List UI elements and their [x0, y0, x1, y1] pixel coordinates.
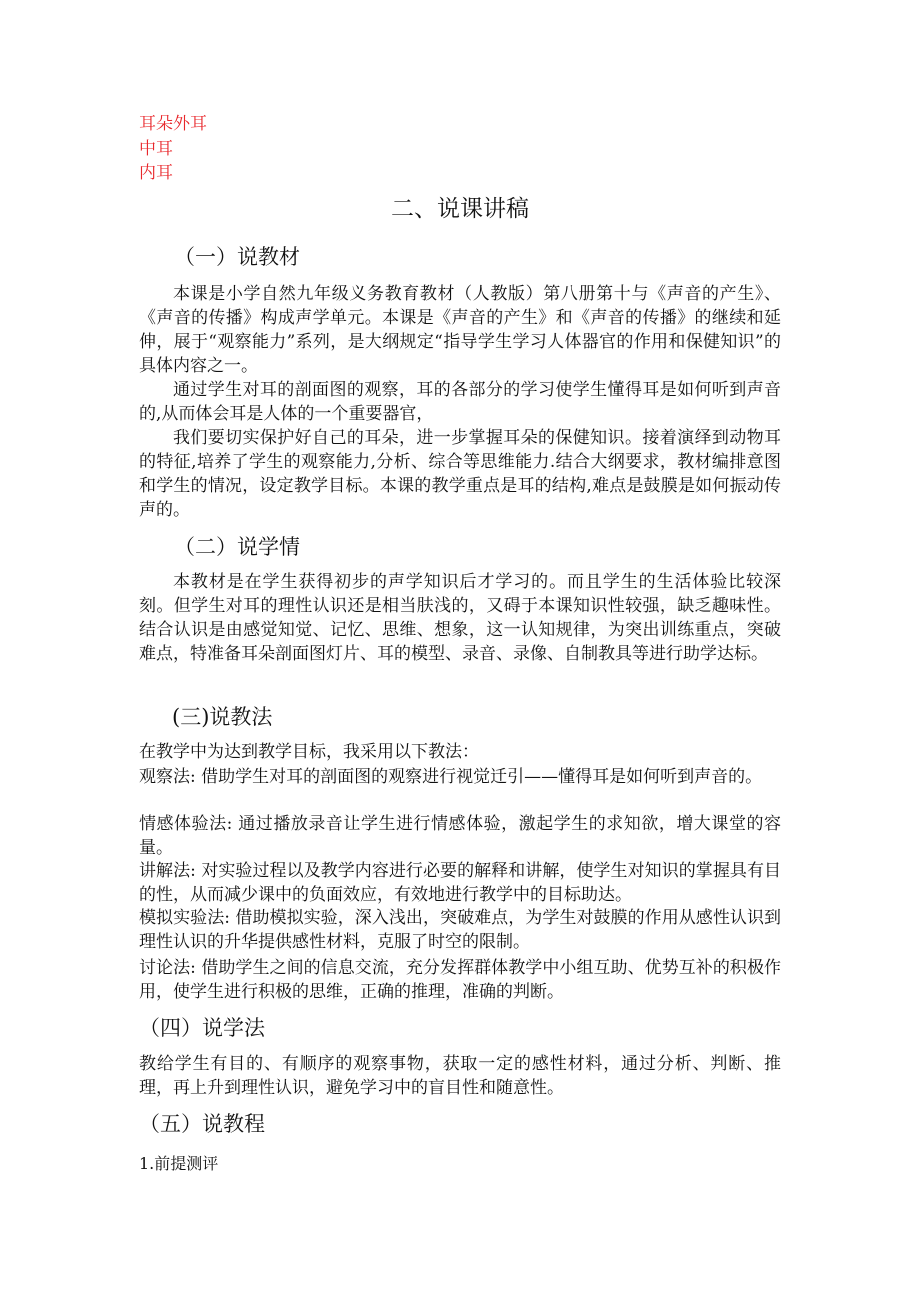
learning-paragraph-1: 教给学生有目的、有顺序的观察事物，获取一定的感性材料，通过分析、判断、推理，再上升到理性认识，避免学习中的盲目性和随意性。	[139, 1054, 781, 1098]
students-paragraph-1: 本教材是在学生获得初步的声学知识后才学习的。而且学生的生活体验比较深刻。但学生对耳的理性认识还是相当肤浅的，又碍于本课知识性较强，缺乏趣味性。结合认识是由感觉知觉、记忆、思维、想象，这一认知规律，为突出训练重点，突破难点，特准备耳朵剖面图灯片、耳的模型、录音、录像、自制教具等进行助学达标。	[139, 572, 781, 664]
process-item-1: 1.前提测评	[139, 1154, 219, 1173]
textbook-paragraph-3: 我们要切实保护好自己的耳朵，进一步掌握耳朵的保健知识。接着演绎到动物耳的特征,培养了学生的观察能力,分析、综合等思维能力.结合大纲要求，教材编排意图和学生的情况，设定教学目标。本课的教学重点是耳的结构,难点是鼓膜是如何振动传声的。	[139, 428, 781, 520]
section-heading-methods: (三)说教法	[172, 705, 273, 729]
section-heading-students: （二）说学情	[174, 535, 300, 559]
ear-part-item: 耳朵外耳	[139, 114, 207, 134]
method-item-explanation: 讲解法: 对实验过程以及教学内容进行必要的解释和讲解，使学生对知识的掌握具有目的性，从而减少课中的负面效应，有效地进行教学中的目标助达。	[139, 861, 781, 905]
method-item-emotion: 情感体验法: 通过播放录音让学生进行情感体验，激起学生的求知欲，增大课堂的容量。	[139, 814, 781, 858]
methods-intro: 在教学中为达到教学目标，我采用以下教法：	[139, 742, 479, 762]
section-heading-learning: （四）说学法	[139, 1016, 265, 1040]
section-heading-process: （五）说教程	[139, 1112, 265, 1136]
section-heading-textbook: （一）说教材	[174, 245, 300, 269]
textbook-paragraph-1: 本课是小学自然九年级义务教育教材（人教版）第八册第十与《声音的产生》、《声音的传播》构成声学单元。本课是《声音的产生》和《声音的传播》的继续和延伸，展于“观察能力”系列，是大纲规定“指导学生学习人体器官的作用和保健知识”的具体内容之一。	[139, 284, 781, 376]
method-item-simulation: 模拟实验法: 借助模拟实验，深入浅出，突破难点，为学生对鼓膜的作用从感性认识到理性认识的升华提供感性材料，克服了时空的限制。	[139, 908, 781, 952]
main-heading: 二、说课讲稿	[391, 196, 529, 222]
method-item-observation: 观察法: 借助学生对耳的剖面图的观察进行视觉迁引——懂得耳是如何听到声音的。	[139, 767, 763, 787]
method-item-discussion: 讨论法: 借助学生之间的信息交流，充分发挥群体教学中小组互助、优势互补的积极作用，使学生进行积极的思维，正确的推理，准确的判断。	[139, 958, 781, 1002]
ear-part-item: 中耳	[139, 138, 173, 159]
ear-part-item: 内耳	[139, 163, 173, 183]
ear-parts-list	[139, 112, 207, 186]
textbook-paragraph-2: 通过学生对耳的剖面图的观察，耳的各部分的学习使学生懂得耳是如何听到声音的,从而体会耳是人体的一个重要器官，	[139, 380, 781, 424]
